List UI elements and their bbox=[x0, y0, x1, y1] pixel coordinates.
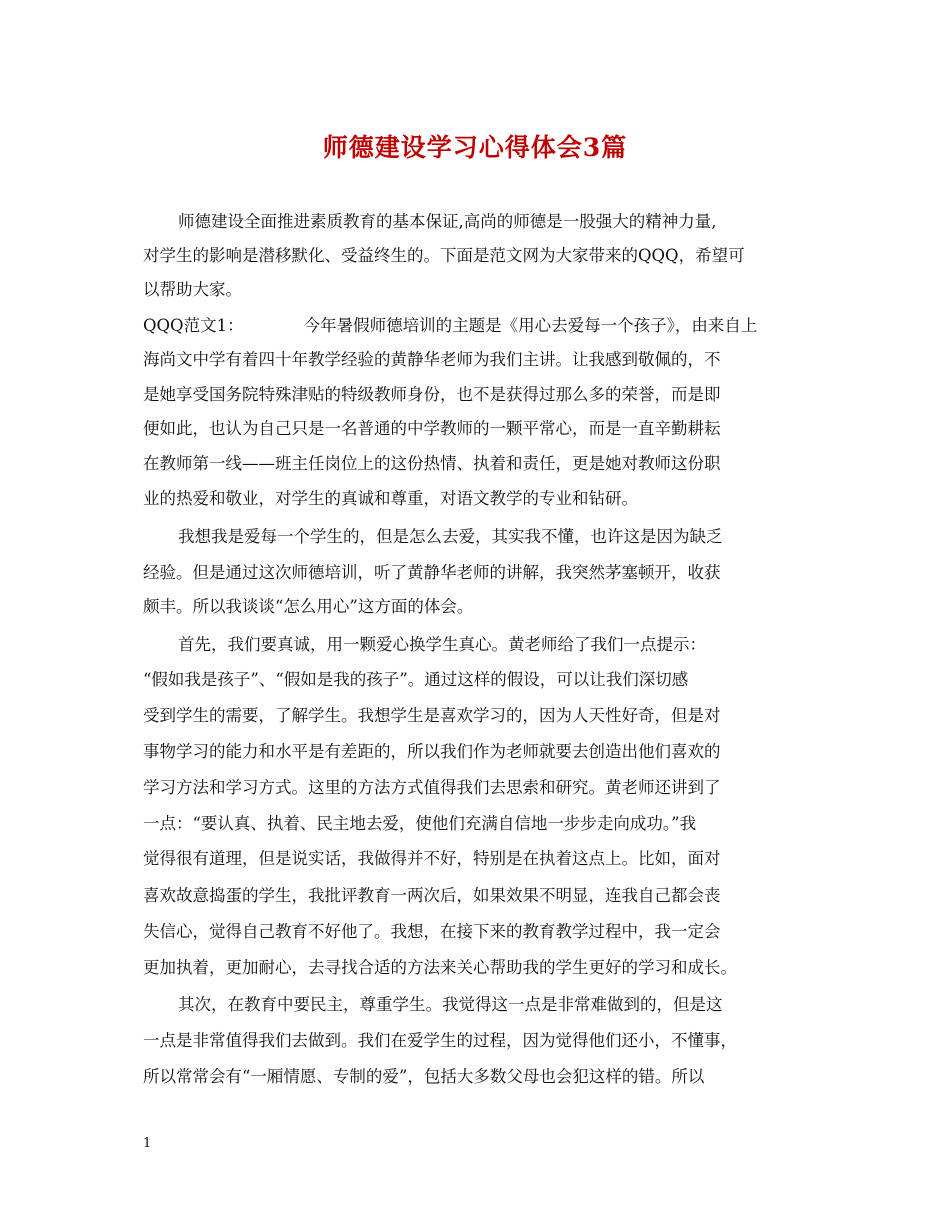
paragraph-line: 一点是非常值得我们去做到。我们在爱学生的过程，因为觉得他们还小，不懂事， bbox=[143, 1031, 737, 1050]
paragraph-line: 经验。但是通过这次师德培训，听了黄静华老师的讲解，我突然茅塞顿开，收获 bbox=[143, 563, 721, 582]
paragraph-line: 师德建设全面推进素质教育的基本保证,高尚的师德是一股强大的精神力量, bbox=[178, 212, 717, 231]
paragraph-line: 是她享受国务院特殊津贴的特级教师身份，也不是获得过那么多的荣誉，而是即 bbox=[143, 385, 721, 404]
paragraph-line: 业的热爱和敬业，对学生的真诚和尊重，对语文教学的专业和钻研。 bbox=[143, 489, 638, 508]
paragraph-line: 所以常常会有“一厢情愿、专制的爱”，包括大多数父母也会犯这样的错。所以 bbox=[143, 1067, 705, 1086]
paragraph-line: 以帮助大家。 bbox=[143, 280, 242, 299]
paragraph-line: 喜欢故意捣蛋的学生，我批评教育一两次后，如果效果不明显，连我自己都会丧 bbox=[143, 886, 721, 905]
paragraph-line: 便如此，也认为自己只是一名普通的中学教师的一颗平常心，而是一直辛勤耕耘 bbox=[143, 419, 721, 438]
paragraph-line: 我想我是爱每一个学生的，但是怎么去爱，其实我不懂，也许这是因为缺乏 bbox=[178, 527, 723, 546]
section-text: 今年暑假师德培训的主题是《用心去爱每一个孩子》，由来自上 bbox=[303, 316, 758, 335]
paragraph-line: 学习方法和学习方式。这里的方法方式值得我们去思索和研究。黄老师还讲到了 bbox=[143, 778, 721, 797]
paragraph-line: 觉得很有道理，但是说实话，我做得并不好，特别是在执着这点上。比如，面对 bbox=[143, 849, 721, 868]
paragraph-line: 失信心，觉得自己教育不好他了。我想，在接下来的教育教学过程中，我一定会 bbox=[143, 922, 721, 941]
section-line bbox=[143, 316, 757, 336]
paragraph-line: 颇丰。所以我谈谈“怎么用心”这方面的体会。 bbox=[143, 597, 474, 616]
paragraph-line: 更加执着，更加耐心，去寻找合适的方法来关心帮助我的学生更好的学习和成长。 bbox=[143, 958, 737, 977]
paragraph-line: 一点：“要认真、执着、民主地去爱，使他们充满自信地一步步走向成功。”我 bbox=[143, 814, 697, 833]
paragraph-line: “假如我是孩子”、“假如是我的孩子”。通过这样的假设，可以让我们深切感 bbox=[143, 670, 689, 689]
paragraph-line: 在教师第一线——班主任岗位上的这份热情、执着和责任，更是她对教师这份职 bbox=[143, 454, 721, 473]
paragraph-line: 受到学生的需要，了解学生。我想学生是喜欢学习的，因为人天性好奇，但是对 bbox=[143, 706, 721, 725]
paragraph-line: 事物学习的能力和水平是有差距的，所以我们作为老师就要去创造出他们喜欢的 bbox=[143, 742, 721, 761]
paragraph-line: 首先，我们要真诚，用一颗爱心换学生真心。黄老师给了我们一点提示： bbox=[178, 635, 706, 654]
paragraph-line: 对学生的影响是潜移默化、受益终生的。下面是范文网为大家带来的QQQ，希望可 bbox=[143, 246, 745, 265]
document-title: 师德建设学习心得体会3篇 bbox=[322, 133, 628, 162]
section-label: QQQ范文1： bbox=[143, 316, 244, 335]
paragraph-line: 其次，在教育中要民主，尊重学生。我觉得这一点是非常难做到的，但是这 bbox=[178, 995, 723, 1014]
paragraph-line: 海尚文中学有着四十年教学经验的黄静华老师为我们主讲。让我感到敬佩的，不 bbox=[143, 350, 721, 369]
page-number: 1 bbox=[143, 1136, 152, 1151]
